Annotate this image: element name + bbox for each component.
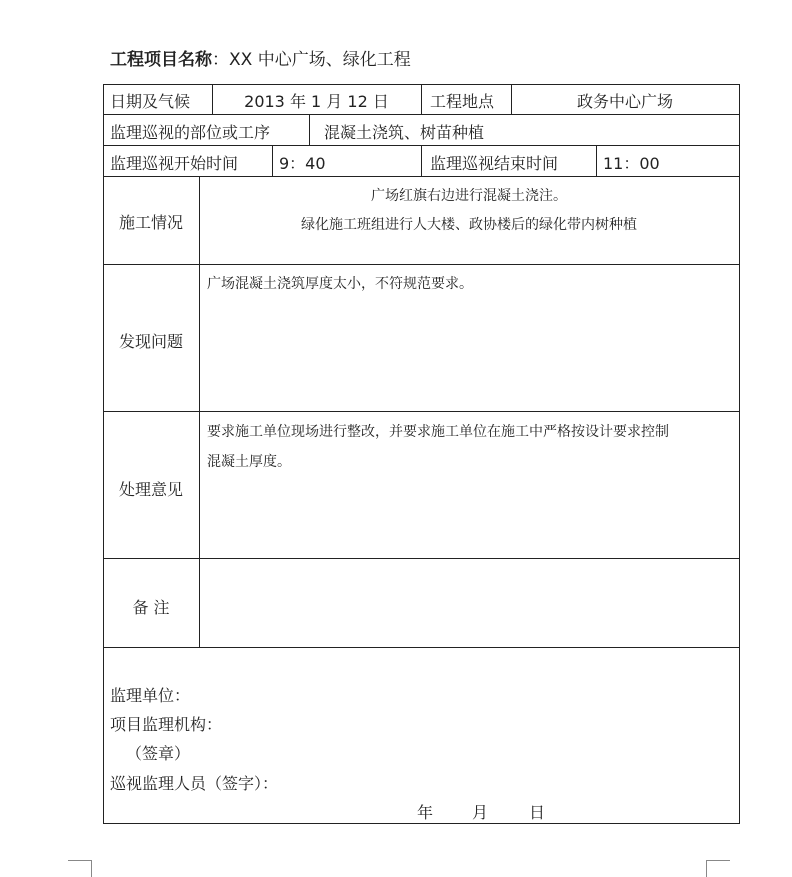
project-location-label: 工程地点 [430,92,495,111]
start-time-value: 9：40 [279,154,326,173]
date-month-label: 月 [472,803,489,822]
remarks-label: 备 注 [132,598,170,617]
row3-divider-3 [596,145,597,177]
table-bottom-border [103,823,740,824]
handling-label: 处理意见 [118,480,183,499]
start-time-label: 监理巡视开始时间 [110,154,239,173]
row3-divider-2 [421,145,422,177]
seal-label: （签章） [126,744,191,763]
supervision-unit-label: 监理单位： [110,686,191,705]
issues-text: 广场混凝土浇筑厚度太小，不符规范要求。 [207,276,473,292]
row3-divider-1 [272,145,273,177]
project-name-label: 工程项目名称 [110,50,212,70]
project-name-value: XX 中心广场、绿化工程 [229,50,411,70]
inspector-signature-label: 巡视监理人员（签字）： [110,774,279,793]
supervision-agency-label: 项目监理机构： [110,715,223,734]
project-location-value: 政务中心广场 [576,92,673,111]
inspection-part-label: 监理巡视的部位或工序 [110,123,271,142]
date-weather-value: 2013 年 1 月 12 日 [244,92,389,111]
end-time-label: 监理巡视结束时间 [430,154,559,173]
handling-line-1: 要求施工单位现场进行整改，并要求施工单位在施工中严格按设计要求控制 [207,424,669,440]
project-name-separator: ： [212,50,229,70]
construction-line-1: 广场红旗右边进行混凝土浇注。 [371,188,567,204]
construction-label: 施工情况 [118,213,183,232]
handling-line-2: 混凝土厚度。 [207,454,291,470]
end-time-value: 11：00 [603,154,660,173]
issues-label: 发现问题 [118,332,183,351]
date-weather-label: 日期及气候 [110,92,191,111]
inspection-part-value: 混凝土浇筑、树苗种植 [324,123,485,142]
row1-divider-2 [421,84,422,115]
project-name-heading [110,48,411,72]
table-right-border [739,84,740,824]
date-day-label: 日 [529,803,546,822]
date-year-label: 年 [417,803,434,822]
table-left-border [103,84,104,824]
label-column-divider [199,176,200,648]
row2-divider [309,114,310,146]
construction-line-2: 绿化施工班组进行人大楼、政协楼后的绿化带内树种植 [301,217,637,233]
